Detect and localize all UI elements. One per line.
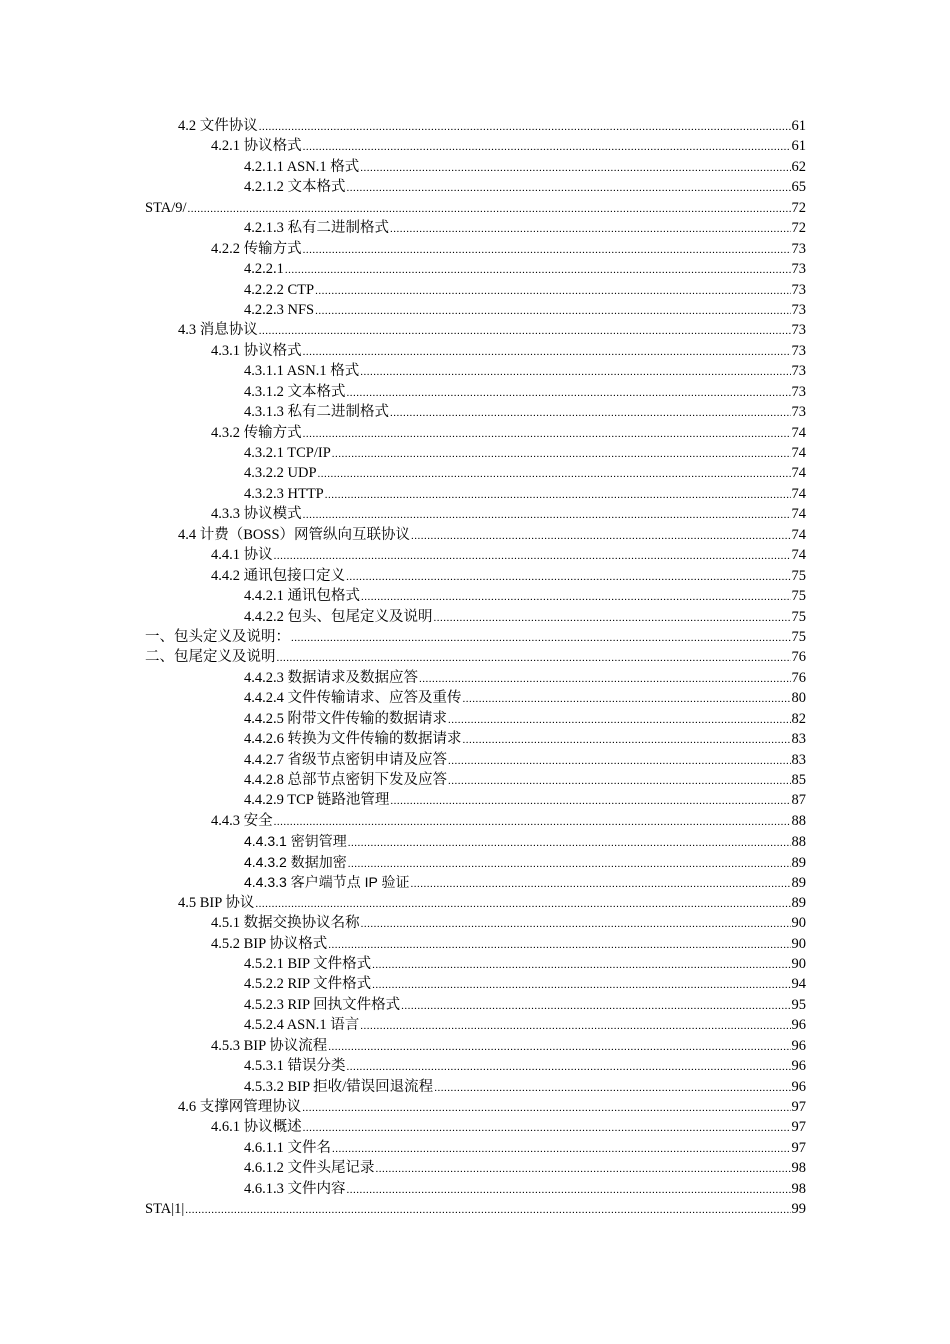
toc-entry-page-number: 72 <box>791 199 806 216</box>
toc-leader-dots <box>348 854 791 874</box>
toc-leader-dots <box>372 955 790 975</box>
toc-entry[interactable] <box>145 423 806 443</box>
toc-entry-title: 4.6.1 协议概述 <box>211 1119 302 1136</box>
toc-entry[interactable] <box>145 1138 806 1158</box>
toc-entry-page-number: 87 <box>791 792 806 809</box>
toc-entry-page-number: 72 <box>791 220 806 237</box>
toc-entry[interactable] <box>145 300 806 320</box>
toc-entry[interactable] <box>145 259 806 279</box>
toc-entry-title: 4.3.1.3 私有二进制格式 <box>244 404 389 421</box>
toc-entry[interactable] <box>145 463 806 483</box>
toc-entry-page-number: 83 <box>791 751 806 768</box>
toc-leader-dots <box>325 485 791 505</box>
toc-entry-page-number: 88 <box>791 812 806 829</box>
toc-entry-page-number: 82 <box>791 710 806 727</box>
toc-entry-page-number: 65 <box>791 179 806 196</box>
toc-entry-title: 4.4.3 安全 <box>211 812 273 829</box>
toc-entry-page-number: 98 <box>791 1160 806 1177</box>
toc-entry-page-number: 62 <box>791 158 806 175</box>
toc-entry-page-number: 83 <box>791 731 806 748</box>
toc-entry-page-number: 94 <box>791 976 806 993</box>
toc-leader-dots <box>346 567 790 587</box>
toc-leader-dots <box>372 975 790 995</box>
toc-entry-title: 4.3.2.1 TCP/IP <box>244 445 331 461</box>
toc-entry-title: 4.2.2.1 <box>244 261 284 278</box>
toc-leader-dots <box>259 117 791 137</box>
toc-entry[interactable] <box>145 116 806 136</box>
toc-entry-title: 二、包尾定义及说明 <box>145 649 276 666</box>
toc-entry[interactable] <box>145 1179 806 1199</box>
toc-entry-page-number: 73 <box>791 240 806 257</box>
toc-entry-page-number: 90 <box>791 935 806 952</box>
toc-leader-dots <box>274 812 791 832</box>
toc-entry-page-number: 75 <box>791 588 806 605</box>
toc-entry[interactable] <box>145 1199 806 1219</box>
toc-entry-page-number: 98 <box>791 1180 806 1197</box>
toc-entry[interactable] <box>145 790 806 810</box>
toc-leader-dots <box>434 1078 790 1098</box>
toc-entry-page-number: 90 <box>791 915 806 932</box>
toc-entry[interactable] <box>145 402 806 422</box>
toc-entry[interactable] <box>145 341 806 361</box>
toc-entry[interactable] <box>145 361 806 381</box>
toc-leader-dots <box>434 608 791 628</box>
toc-entry-title: 4.2 文件协议 <box>178 118 258 134</box>
toc-entry[interactable] <box>145 1015 806 1035</box>
toc-entry[interactable] <box>145 1036 806 1056</box>
toc-leader-dots <box>303 240 791 260</box>
toc-leader-dots <box>291 628 791 648</box>
toc-entry[interactable] <box>145 729 806 749</box>
toc-leader-dots <box>361 914 791 934</box>
toc-entry[interactable] <box>145 566 806 586</box>
toc-leader-dots <box>347 178 791 198</box>
toc-entry-title: 4.5.2.4 ASN.1 语言 <box>244 1017 360 1034</box>
toc-entry-page-number: 74 <box>791 465 806 482</box>
toc-entry-title: 4.5.3.1 错误分类 <box>244 1058 346 1075</box>
toc-entry-title: 4.2.1.1 ASN.1 格式 <box>244 158 360 175</box>
toc-entry-page-number: 74 <box>791 485 806 502</box>
toc-leader-dots <box>448 771 791 791</box>
toc-entry-page-number: 73 <box>791 404 806 421</box>
toc-leader-dots <box>347 1180 791 1200</box>
toc-entry-page-number: 73 <box>791 301 806 318</box>
toc-entry-title: STA|1| <box>145 1201 185 1218</box>
toc-entry-title: 4.4.2.7 省级节点密钥申请及应答 <box>244 751 447 768</box>
toc-leader-dots <box>347 1057 791 1077</box>
toc-leader-dots <box>259 321 791 341</box>
toc-entry-title: 4.4.2.1 通讯包格式 <box>244 588 360 605</box>
toc-entry-page-number: 61 <box>791 118 806 134</box>
toc-leader-dots <box>188 199 791 219</box>
toc-entry[interactable] <box>145 280 806 300</box>
toc-entry-page-number: 89 <box>791 854 806 871</box>
toc-entry[interactable] <box>145 954 806 974</box>
toc-leader-dots <box>419 669 791 689</box>
toc-entry-title: 4.5.2 BIP 协议格式 <box>211 935 328 952</box>
toc-entry-title: 4.6.1.3 文件内容 <box>244 1180 346 1197</box>
toc-leader-dots <box>315 281 790 301</box>
toc-entry[interactable] <box>145 893 806 913</box>
toc-entry-title: 4.4.1 协议 <box>211 547 273 564</box>
toc-entry-title: 4.4.2.4 文件传输请求、应答及重传 <box>244 690 462 707</box>
toc-entry-title: 4.3 消息协议 <box>178 322 258 339</box>
toc-entry-title: 4.2.1.2 文本格式 <box>244 179 346 196</box>
toc-entry-title: 4.4.2.9 TCP 链路池管理 <box>244 792 390 809</box>
toc-entry-page-number: 74 <box>791 547 806 564</box>
toc-leader-dots <box>348 833 791 853</box>
toc-leader-dots <box>328 935 790 955</box>
toc-entry-title: 4.4.3.1 密钥管理 <box>244 833 347 850</box>
toc-entry-title: 4.3.2.3 HTTP <box>244 485 324 502</box>
toc-entry[interactable] <box>145 545 806 565</box>
toc-leader-dots <box>185 1200 790 1220</box>
toc-entry-page-number: 97 <box>791 1119 806 1136</box>
toc-entry-title: 4.2.1.3 私有二进制格式 <box>244 220 389 237</box>
toc-entry-title: 4.2.1 协议格式 <box>211 138 302 155</box>
toc-leader-dots <box>285 260 791 280</box>
toc-entry-page-number: 73 <box>791 383 806 400</box>
toc-entry[interactable] <box>145 504 806 524</box>
toc-entry-title: STA/9/ <box>145 199 187 216</box>
toc-leader-dots <box>360 158 790 178</box>
toc-entry-page-number: 76 <box>791 649 806 666</box>
toc-entry-title: 4.5.2.3 RIP 回执文件格式 <box>244 996 401 1013</box>
toc-entry-page-number: 95 <box>791 996 806 1013</box>
toc-entry-page-number: 80 <box>791 690 806 707</box>
toc-entry[interactable] <box>145 525 806 545</box>
toc-entry[interactable] <box>145 913 806 933</box>
toc-entry[interactable] <box>145 647 806 667</box>
toc-entry-title: 4.4.2.3 数据请求及数据应答 <box>244 669 418 686</box>
toc-entry-page-number: 61 <box>791 138 806 155</box>
toc-entry-title: 4.5 BIP 协议 <box>178 894 255 911</box>
toc-entry-title: 4.4 计费（BOSS）网管纵向互联协议 <box>178 526 411 543</box>
toc-entry[interactable] <box>145 1117 806 1137</box>
table-of-contents <box>145 116 806 1220</box>
toc-entry[interactable] <box>145 811 806 831</box>
toc-entry-title: 4.3.3 协议模式 <box>211 506 302 523</box>
toc-entry[interactable] <box>145 668 806 688</box>
toc-leader-dots <box>303 137 791 157</box>
toc-entry[interactable] <box>145 872 806 892</box>
toc-entry-page-number: 74 <box>791 526 806 543</box>
toc-entry[interactable] <box>145 770 806 790</box>
toc-leader-dots <box>303 1118 791 1138</box>
toc-entry-page-number: 74 <box>791 506 806 523</box>
toc-entry[interactable] <box>145 852 806 872</box>
toc-entry-title: 4.2.2 传输方式 <box>211 240 302 257</box>
toc-entry-title: 4.4.2.8 总部节点密钥下发及应答 <box>244 772 447 788</box>
toc-entry-title: 4.3.2 传输方式 <box>211 424 302 441</box>
toc-entry[interactable] <box>145 974 806 994</box>
toc-entry-title: 4.4.2.5 附带文件传输的数据请求 <box>244 710 447 727</box>
toc-entry-page-number: 89 <box>791 875 806 892</box>
toc-entry-page-number: 90 <box>791 955 806 972</box>
toc-entry[interactable] <box>145 1097 806 1117</box>
toc-leader-dots <box>303 424 791 444</box>
toc-entry[interactable] <box>145 750 806 770</box>
toc-leader-dots <box>315 301 790 321</box>
toc-entry-page-number: 73 <box>791 261 806 278</box>
toc-leader-dots <box>376 1159 791 1179</box>
toc-entry[interactable] <box>145 239 806 259</box>
toc-entry-page-number: 75 <box>791 628 806 645</box>
toc-entry-page-number: 75 <box>791 567 806 584</box>
toc-leader-dots <box>274 546 791 566</box>
toc-entry-title: 4.4.2.6 转换为文件传输的数据请求 <box>244 731 462 748</box>
toc-entry-page-number: 89 <box>791 894 806 911</box>
toc-leader-dots <box>303 342 791 362</box>
toc-entry[interactable] <box>145 1077 806 1097</box>
toc-entry[interactable] <box>145 688 806 708</box>
toc-leader-dots <box>463 730 791 750</box>
toc-entry-page-number: 97 <box>791 1099 806 1115</box>
toc-entry-title: 4.5.1 数据交换协议名称 <box>211 915 360 932</box>
toc-entry-title: 4.3.1.2 文本格式 <box>244 383 346 400</box>
toc-entry[interactable] <box>145 586 806 606</box>
toc-entry[interactable] <box>145 709 806 729</box>
toc-entry[interactable] <box>145 1158 806 1178</box>
toc-leader-dots <box>303 505 791 525</box>
toc-leader-dots <box>277 648 791 668</box>
toc-leader-dots <box>328 1037 790 1057</box>
toc-entry-title: 4.5.2.2 RIP 文件格式 <box>244 976 372 993</box>
toc-entry-page-number: 99 <box>791 1201 806 1218</box>
toc-leader-dots <box>361 587 791 607</box>
toc-entry[interactable] <box>145 607 806 627</box>
toc-entry-page-number: 88 <box>791 834 806 851</box>
toc-entry-title: 4.2.2.2 CTP <box>244 281 315 298</box>
toc-entry-page-number: 75 <box>791 608 806 625</box>
toc-leader-dots <box>302 1098 790 1118</box>
toc-leader-dots <box>463 689 791 709</box>
toc-entry-page-number: 74 <box>791 445 806 461</box>
toc-leader-dots <box>410 874 790 894</box>
toc-entry[interactable] <box>145 443 806 463</box>
toc-entry-title: 4.4.2 通讯包接口定义 <box>211 567 346 584</box>
toc-entry-title: 4.6 支撑网管理协议 <box>178 1099 302 1115</box>
toc-entry-page-number: 97 <box>791 1139 806 1156</box>
toc-entry[interactable] <box>145 934 806 954</box>
toc-leader-dots <box>411 526 790 546</box>
toc-leader-dots <box>347 383 791 403</box>
toc-entry[interactable] <box>145 218 806 238</box>
toc-entry-title: 4.6.1.2 文件头尾记录 <box>244 1160 375 1177</box>
toc-entry-page-number: 73 <box>791 363 806 380</box>
toc-entry-page-number: 96 <box>791 1017 806 1034</box>
toc-entry[interactable] <box>145 382 806 402</box>
toc-leader-dots <box>390 219 791 239</box>
toc-entry[interactable] <box>145 831 806 851</box>
toc-entry-title: 4.4.3.3 客户端节点 IP 验证 <box>244 874 410 891</box>
toc-entry[interactable] <box>145 136 806 156</box>
toc-leader-dots <box>360 362 790 382</box>
toc-leader-dots <box>255 894 790 914</box>
toc-leader-dots <box>360 1016 790 1036</box>
toc-entry[interactable] <box>145 320 806 340</box>
toc-entry-page-number: 96 <box>791 1058 806 1075</box>
toc-entry-title: 4.4.3.2 数据加密 <box>244 853 347 870</box>
toc-entry-page-number: 73 <box>791 342 806 359</box>
toc-entry-title: 4.3.1 协议格式 <box>211 342 302 359</box>
toc-entry[interactable] <box>145 177 806 197</box>
toc-entry[interactable] <box>145 198 806 218</box>
toc-entry-title: 4.5.3 BIP 协议流程 <box>211 1037 328 1054</box>
toc-leader-dots <box>390 403 791 423</box>
toc-entry-title: 4.6.1.1 文件名 <box>244 1139 331 1156</box>
toc-entry[interactable] <box>145 995 806 1015</box>
toc-entry-title: 4.5.2.1 BIP 文件格式 <box>244 955 372 972</box>
toc-entry[interactable] <box>145 484 806 504</box>
toc-entry-title: 4.5.3.2 BIP 拒收/错误回退流程 <box>244 1078 434 1095</box>
toc-leader-dots <box>318 464 791 484</box>
toc-leader-dots <box>401 996 790 1016</box>
toc-entry[interactable] <box>145 627 806 647</box>
toc-entry-page-number: 73 <box>791 281 806 298</box>
toc-entry-page-number: 85 <box>791 772 806 788</box>
toc-leader-dots <box>390 791 790 811</box>
toc-entry-page-number: 73 <box>791 322 806 339</box>
toc-entry-page-number: 76 <box>791 669 806 686</box>
toc-entry[interactable] <box>145 1056 806 1076</box>
toc-entry[interactable] <box>145 157 806 177</box>
toc-entry-title: 4.2.2.3 NFS <box>244 301 315 318</box>
toc-entry-title: 4.3.1.1 ASN.1 格式 <box>244 363 360 380</box>
toc-entry-title: 4.4.2.2 包头、包尾定义及说明 <box>244 608 433 625</box>
toc-leader-dots <box>332 444 791 464</box>
toc-entry-page-number: 96 <box>791 1078 806 1095</box>
toc-leader-dots <box>332 1139 791 1159</box>
toc-leader-dots <box>448 751 791 771</box>
toc-leader-dots <box>448 710 791 730</box>
toc-entry-page-number: 96 <box>791 1037 806 1054</box>
toc-entry-title: 一、包头定义及说明： <box>145 628 290 645</box>
toc-entry-title: 4.3.2.2 UDP <box>244 465 317 482</box>
toc-entry-page-number: 74 <box>791 424 806 441</box>
